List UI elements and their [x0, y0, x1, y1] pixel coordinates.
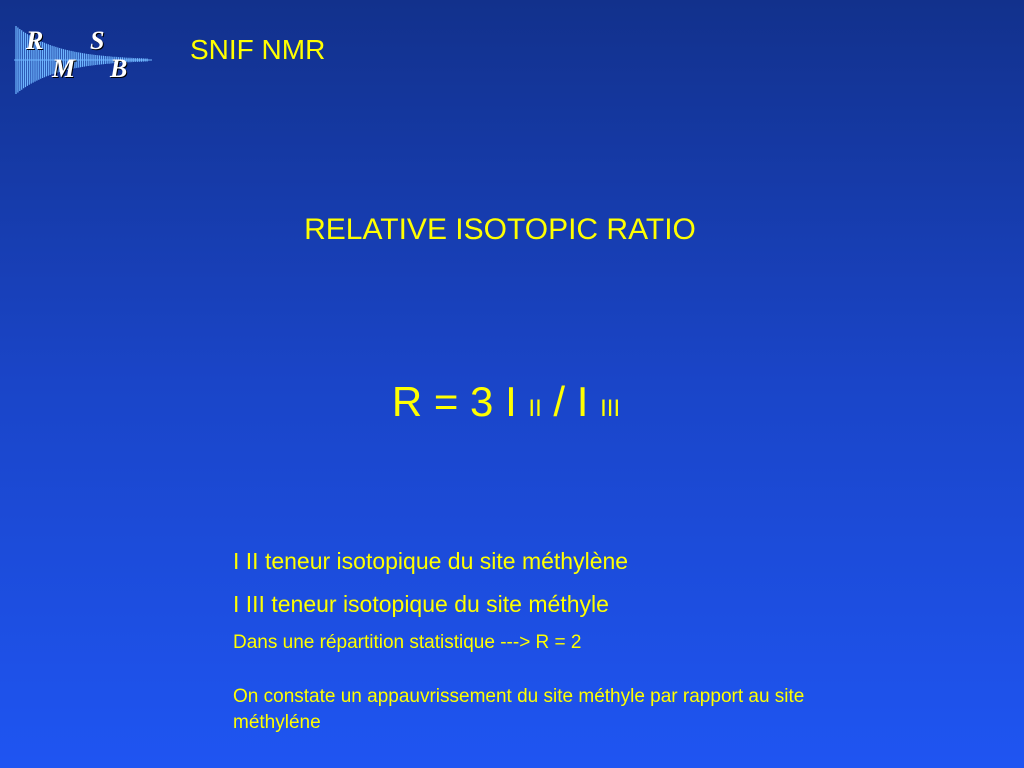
note-statistical: Dans une répartition statistique ---> R = 2	[233, 632, 582, 653]
definition-methyl: I III teneur isotopique du site méthyle	[233, 591, 609, 617]
definition-methylene: I II teneur isotopique du site méthylène	[233, 548, 629, 574]
formula-subscript-ii: II	[528, 395, 542, 422]
logo-letter-m: M	[52, 54, 76, 83]
rmsb-logo	[14, 22, 154, 98]
formula-middle: / I	[541, 378, 589, 425]
formula-prefix: R = 3 I	[391, 378, 517, 425]
logo-letter-s: S	[90, 26, 105, 55]
logo-letter-r: R	[26, 26, 44, 55]
header-title: SNIF NMR	[190, 34, 326, 65]
ratio-formula	[0, 378, 1012, 426]
note-depletion: On constate un appauvrissement du site méthyle par rapport au site méthyléne	[233, 686, 805, 733]
logo-letter-b: B	[110, 54, 128, 83]
formula-subscript-iii: III	[600, 395, 621, 422]
slide-title: RELATIVE ISOTOPIC RATIO	[304, 213, 696, 246]
